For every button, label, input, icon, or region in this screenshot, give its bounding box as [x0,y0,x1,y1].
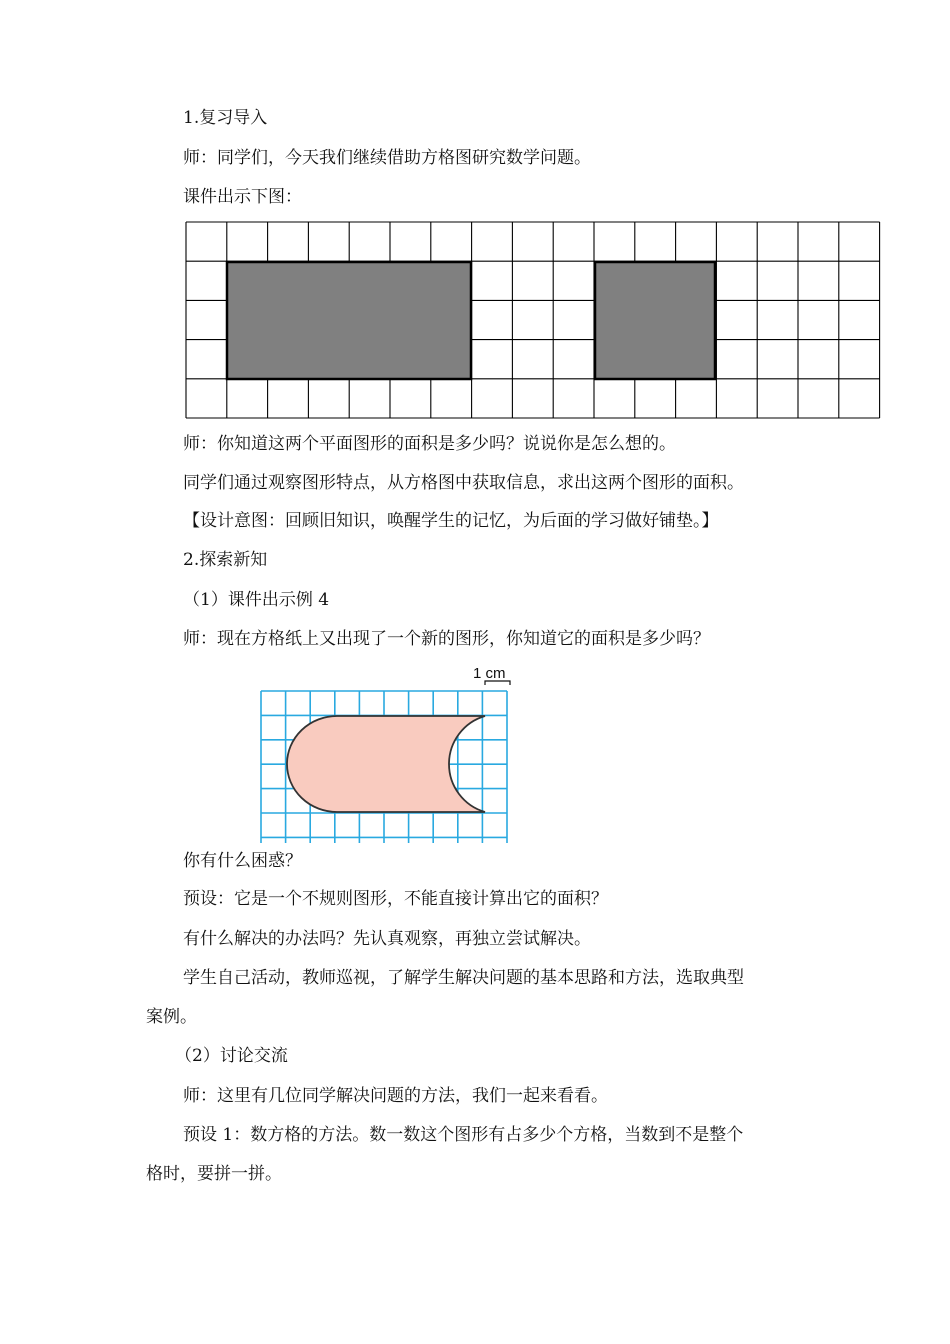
text-line-5: 同学们通过观察图形特点，从方格图中获取信息，求出这两个图形的面积。 [183,473,744,493]
text-line-1: 1.复习导入 [183,108,268,128]
grid-figure-irregular-shape [255,658,535,843]
text-line-3: 课件出示下图： [183,187,302,207]
text-line-17: 预设 1：数方格的方法。数一数这个图形有占多少个方格，当数到不是整个 [183,1125,744,1145]
text-line-4: 师：你知道这两个平面图形的面积是多少吗？说说你是怎么想的。 [183,434,676,454]
text-line-8: （1）课件出示例 4 [183,590,330,610]
text-line-7: 2.探索新知 [183,550,268,570]
text-line-16: 师：这里有几位同学解决问题的方法，我们一起来看看。 [183,1086,608,1106]
text-line-18: 格时，要拼一拼。 [146,1164,282,1184]
text-line-2: 师：同学们，今天我们继续借助方格图研究数学问题。 [183,148,591,168]
text-line-11: 预设：它是一个不规则图形，不能直接计算出它的面积？ [183,889,608,909]
text-line-13: 学生自己活动，教师巡视，了解学生解决问题的基本思路和方法，选取典型 [183,968,744,988]
text-line-10: 你有什么困惑？ [183,851,302,871]
gray-rectangle-small [595,262,715,379]
gray-rectangle-large [227,262,471,379]
grid-figure-rectangles [185,221,885,421]
text-line-12: 有什么解决的办法吗？先认真观察，再独立尝试解决。 [183,929,591,949]
text-line-9: 师：现在方格纸上又出现了一个新的图形，你知道它的面积是多少吗？ [183,629,710,649]
text-line-15: （2）讨论交流 [175,1046,288,1066]
unit-label: 1 cm [473,665,506,682]
unit-bracket [485,681,510,685]
text-line-14: 案例。 [146,1007,197,1027]
text-line-6: 【设计意图：回顾旧知识，唤醒学生的记忆，为后面的学习做好铺垫。】 [183,511,719,531]
